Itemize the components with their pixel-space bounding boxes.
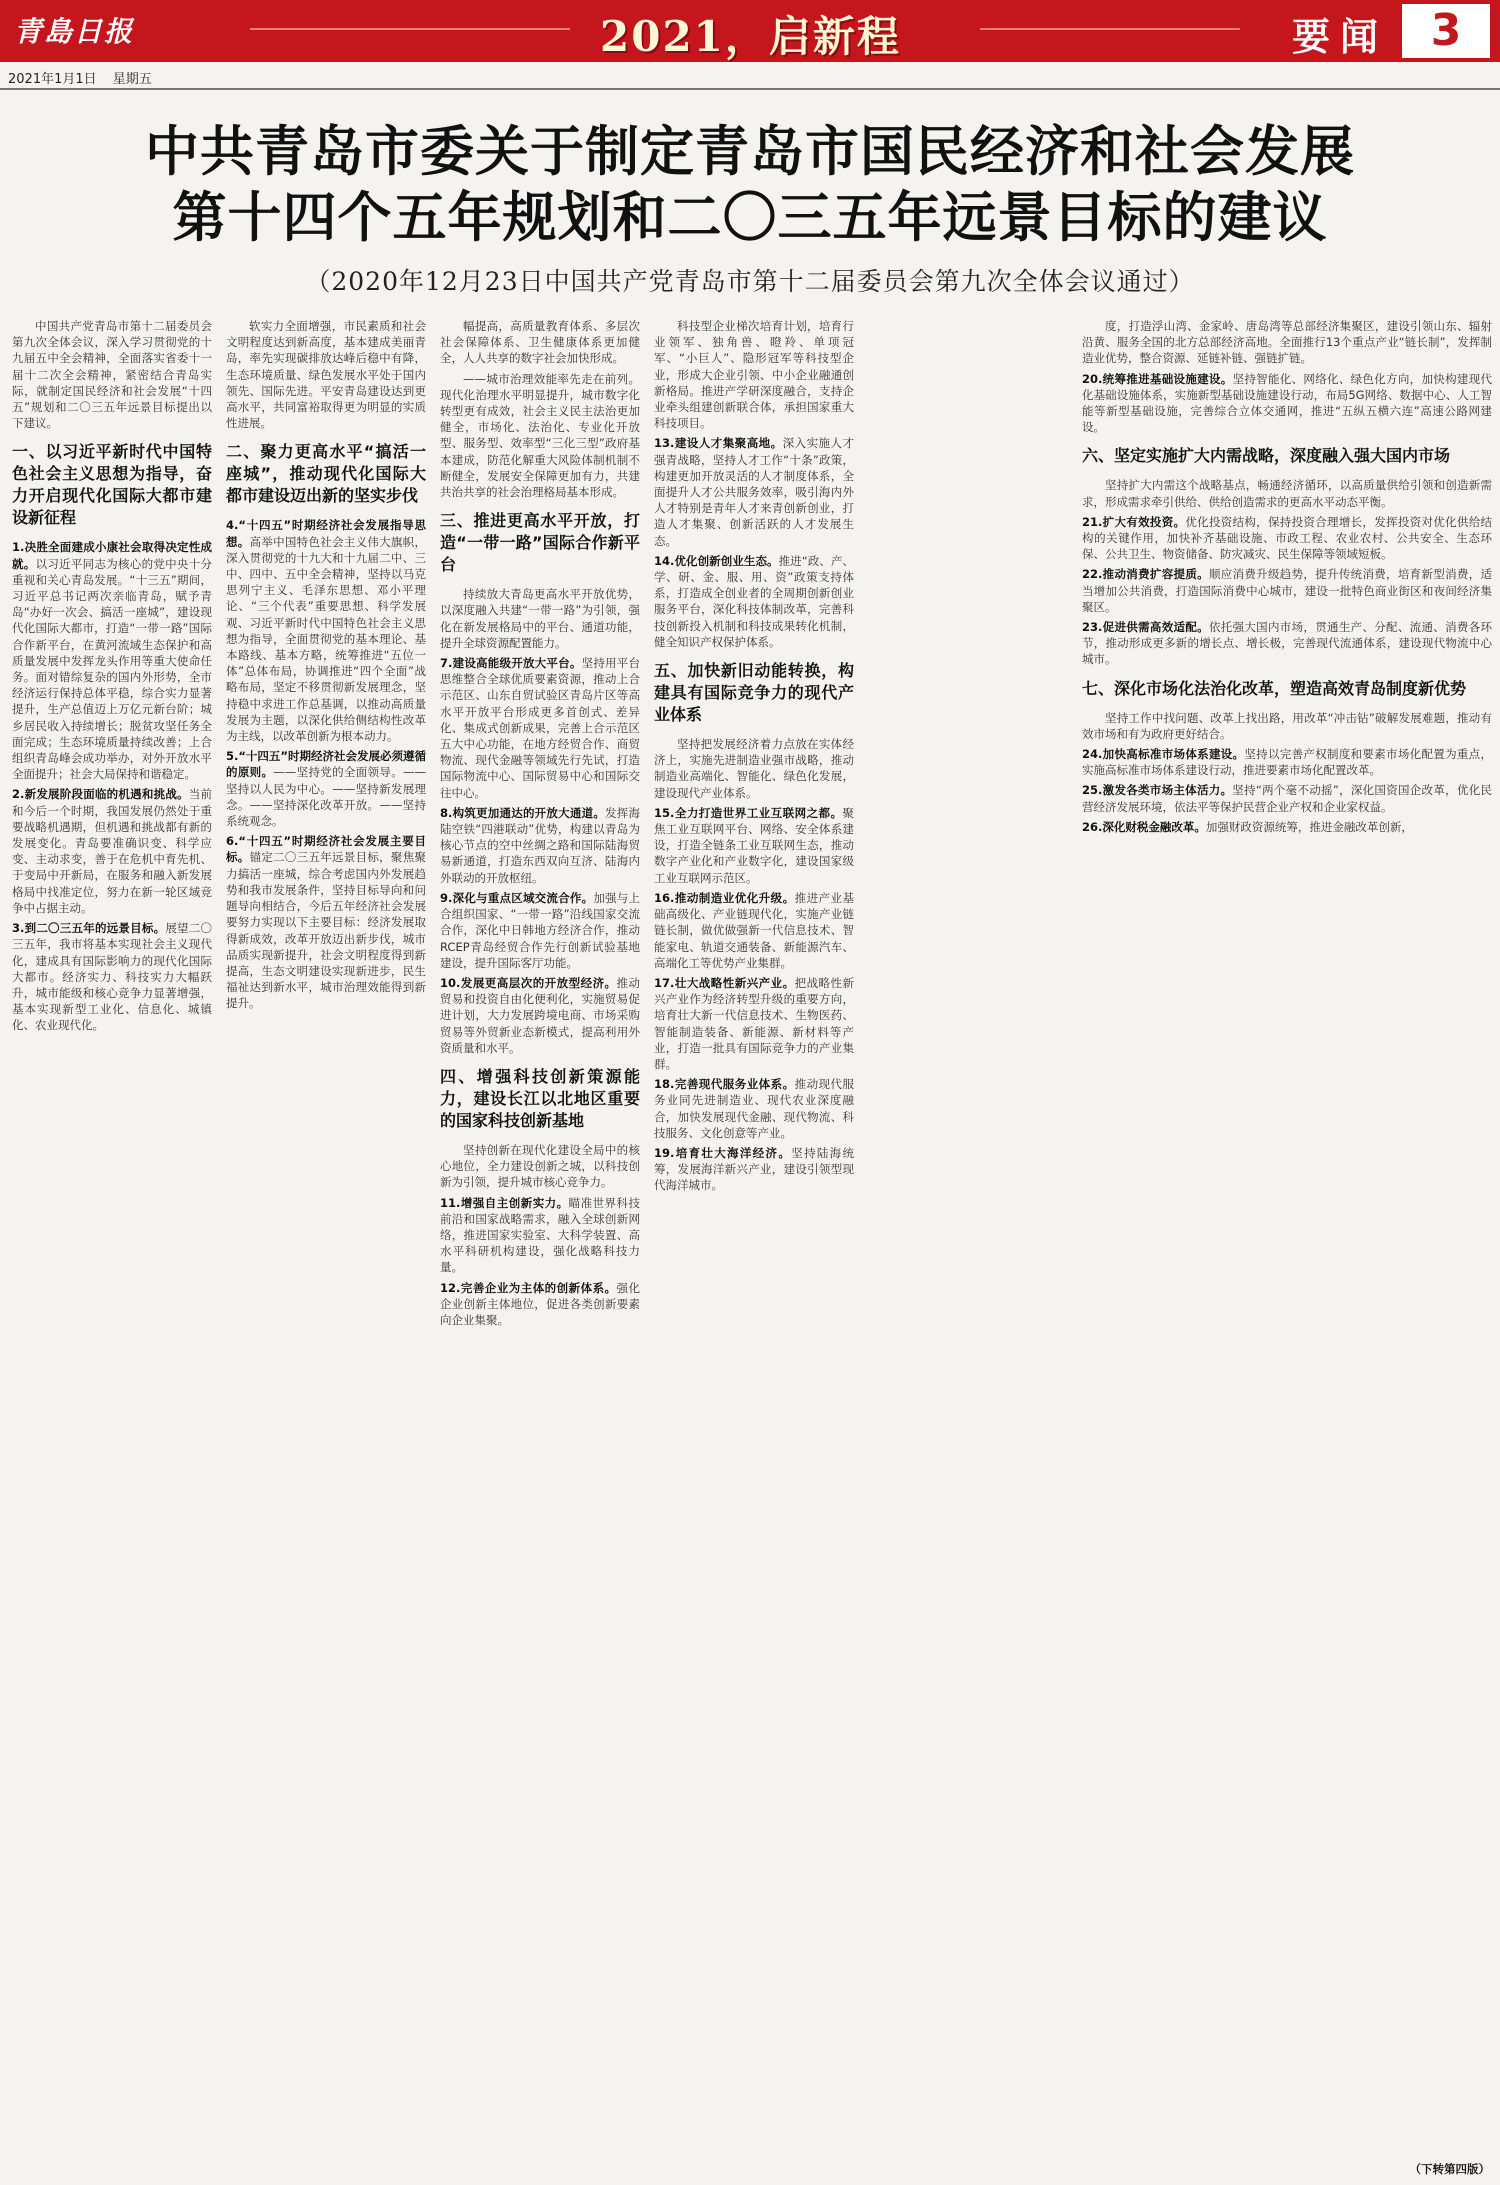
issue-weekday: 星期五 [112, 72, 152, 87]
item-text: 发挥海陆空铁“四港联动”优势，构建以青岛为核心节点的空中丝绸之路和国际陆海贸易新通道，打造东西双向互济、陆海内外联动的开放枢纽。 [440, 805, 640, 885]
item-text: 优化投资结构，保持投资合理增长，发挥投资对优化供给结构的关键作用，加快补齐基础设施、市政工程、农业农村、公共安全、生态环保、公共卫生、物资储备、防灾减灾、民生保障等领域短板。 [1082, 514, 1492, 562]
item-text: 加强与上合组织国家、“一带一路”沿线国家交流合作，深化中日韩地方经济合作，推动RCEP青岛经贸合作先行创新试验基地建设，提升国际客厅功能。 [440, 890, 640, 970]
item-text: ——坚持党的全面领导。——坚持以人民为中心。——坚持新发展理念。——坚持深化改革开放。——坚持系统观念。 [226, 765, 426, 829]
paragraph: 软实力全面增强，市民素质和社会文明程度达到新高度，基本建成美丽青岛，率先实现碳排放达峰后稳中有降，生态环境质量、绿色发展水平处于国内领先、国际先进。平安青岛建设达到更高水平，共同富裕取得更为明显的实质性进展。 [226, 319, 426, 431]
item-title: 22.推动消费扩容提质。 [1082, 567, 1209, 582]
item-title: 6.“十四五”时期经济社会发展主要目标。 [226, 834, 426, 865]
item-title: 12.完善企业为主体的创新体系。 [440, 1280, 617, 1295]
item-title: 20.统筹推进基础设施建设。 [1082, 371, 1233, 386]
item-title: 4.“十四五”时期经济社会发展指导思想。 [226, 518, 426, 549]
item-text: 强化企业创新主体地位，促进各类创新要素向企业集聚。 [440, 1280, 640, 1327]
item-text: 聚焦工业互联网平台、网络、安全体系建设，打造全链条工业互联网生态，推动数字产业化和产业数字化，建设国家级工业互联网示范区。 [654, 805, 854, 885]
item-text: 坚持“两个毫不动摇”，深化国资国企改革，优化民营经济发展环境，依法平等保护民营企业产权和企业家权益。 [1082, 783, 1492, 814]
article-column [226, 318, 426, 2168]
item-text: 坚持以完善产权制度和要素市场化配置为重点，实施高标准市场体系建设行动，推进要素市场化配置改革。 [1082, 747, 1492, 778]
paragraph: 坚持扩大内需这个战略基点，畅通经济循环，以高质量供给引领和创造新需求，形成需求牵引供给、供给创造需求的更高水平动态平衡。 [1082, 478, 1492, 509]
item-title: 8.构筑更加通达的开放大通道。 [440, 805, 606, 820]
item-title: 5.“十四五”时期经济社会发展必须遵循的原则。 [226, 749, 426, 780]
dateline [8, 68, 164, 87]
paragraph: 坚持工作中找问题、改革上找出路，用改革“冲击钻”破解发展难题，推动有效市场和有为政府更好结合。 [1082, 710, 1492, 741]
item-title: 1.决胜全面建成小康社会取得决定性成就。 [12, 540, 212, 571]
item-text: 把战略性新兴产业作为经济转型升级的重要方向，培育壮大新一代信息技术、生物医药、智能制造装备、新能源、新材料等产业，打造一批具有国际竞争力的产业集群。 [654, 975, 854, 1071]
item-title: 17.壮大战略性新兴产业。 [654, 975, 795, 990]
paragraph: ——城市治理效能率先走在前列。现代化治理水平明显提升，城市数字化转型更有成效，社会主义民主法治更加健全，市场化、法治化、专业化开放型、服务型、效率型“三化三型”政府基本建成，防范化解重大风险体制机制不断健全，发展安全保障更加有力，共建共治共享的社会治理格局基本形成。 [440, 371, 640, 500]
item-text: 依托强大国内市场，贯通生产、分配、流通、消费各环节，推动形成更多新的增长点、增长极，完善现代流通体系，建设现代物流中心城市。 [1082, 620, 1492, 667]
item-text: 以习近平同志为核心的党中央十分重视和关心青岛发展。“十三五”期间，习近平总书记两次亲临青岛，赋予青岛“办好一次会、搞活一座城”，建设现代化国际大都市，打造“一带一路”国际合作新平台，在黄河流域生态保护和高质量发展中发挥龙头作用等重大使命任务。面对错综复杂的国内外形势，全市经济运行保持总体平稳，综合实力显著提升，生产总值迈上万亿元新台阶；城乡居民收入持续增长；脱贫攻坚任务全面完成；生态环境质量持续改善；上合组织青岛峰会成功举办，对外开放水平全面提升；社会大局保持和谐稳定。 [12, 556, 212, 782]
item-title: 16.推动制造业优化升级。 [654, 890, 795, 905]
section-heading: 六、坚定实施扩大内需战略，深度融入强大国内市场 [1082, 446, 1451, 466]
item-text: 顺应消费升级趋势，提升传统消费，培育新型消费，适当增加公共消费，打造国际消费中心城市，建设一批特色商业街区和夜间经济集聚区。 [1082, 567, 1492, 614]
item-text: 瞄准世界科技前沿和国家战略需求，融入全球创新网络，推进国家实验室、大科学装置、高水平科研机构建设，强化战略科技力量。 [440, 1195, 640, 1275]
section-heading: 五、加快新旧动能转换，构建具有国际竞争力的现代产业体系 [654, 661, 854, 725]
item-title: 14.优化创新创业生态。 [654, 553, 779, 568]
item-title: 2.新发展阶段面临的机遇和挑战。 [12, 787, 189, 802]
paragraph: 度，打造浮山湾、金家岭、唐岛湾等总部经济集聚区，建设引领山东、辐射沿黄、服务全国的北方总部经济高地。全面推行13个重点产业“链长制”，发挥制造业优势，整合资源、延链补链、强链扩链。 [1082, 319, 1492, 366]
headline [0, 118, 1500, 250]
section-heading: 四、增强科技创新策源能力，建设长江以北地区重要的国家科技创新基地 [440, 1066, 640, 1130]
section-heading: 三、推进更高水平开放，打造“一带一路”国际合作新平台 [440, 511, 640, 575]
article-column [12, 318, 212, 2168]
masthead-band [0, 0, 1500, 62]
item-text: 锚定二〇三五年远景目标，聚焦聚力搞活一座城，综合考虑国内外发展趋势和我市发展条件，坚持目标导向和问题导向相结合，今后五年经济社会发展要努力实现以下主要目标：经济发展取得新成效，改革开放迈出新步伐，城市品质实现新提升，社会文明程度得到新提高，生态文明建设实现新进步，民生福祉达到新水平，城市治理效能得到新提升。 [226, 850, 426, 1011]
article-column [1082, 318, 1492, 2168]
item-title: 10.发展更高层次的开放型经济。 [440, 975, 617, 990]
item-text: 推进产业基础高级化、产业链现代化，实施产业链链长制，做优做强新一代信息技术、智能家电、轨道交通装备、新能源汽车、高端化工等优势产业集群。 [654, 890, 854, 970]
item-text: 高举中国特色社会主义伟大旗帜，深入贯彻党的十九大和十九届二中、三中、四中、五中全会精神，坚持以马克思列宁主义、毛泽东思想、邓小平理论、“三个代表”重要思想、科学发展观、习近平新时代中国特色社会主义思想为指导，全面贯彻党的基本理论、基本路线、基本方略，统筹推进“五位一体”总体布局，协调推进“四个全面”战略布局，坚定不移贯彻新发展理念，坚持稳中求进工作总基调，以推动高质量发展为主题，以深化供给侧结构性改革为主线，以改革创新为根本动力。 [226, 534, 426, 744]
item-text: 展望二〇三五年，我市将基本实现社会主义现代化，建成具有国际影响力的现代化国际大都市。经济实力、科技实力大幅跃升，城市能级和核心竞争力显著增强，基本实现新型工业化、信息化、城镇化、农业现代化。 [12, 921, 212, 1033]
section-heading: 七、深化市场化法治化改革，塑造高效青岛制度新优势 [1082, 678, 1467, 698]
item-text: 深入实施人才强青战略，坚持人才工作“十条”政策，构建更加开放灵活的人才制度体系，全面提升人才公共服务效率，吸引海内外人才特别是青年人才来青创新创业，打造人才集聚、创新活跃的人才发展生态。 [654, 436, 854, 548]
paragraph: 幅提高，高质量教育体系、多层次社会保障体系、卫生健康体系更加健全，人人共享的数字社会加快形成。 [440, 319, 640, 366]
article-column [440, 318, 640, 2168]
paragraph: 持续放大青岛更高水平开放优势，以深度融入共建“一带一路”为引领，强化在新发展格局中的平台、通道功能，提升全球资源配置能力。 [440, 587, 640, 650]
section-heading: 二、聚力更高水平“搞活一座城”，推动现代化国际大都市建设迈出新的坚实步伐 [226, 442, 426, 506]
item-text: 推动贸易和投资自由化便利化，实施贸易促进计划，大力发展跨境电商、市场采购贸易等外贸新业态新模式，提高利用外资质量和水平。 [440, 975, 640, 1055]
subheadline: （2020年12月23日中国共产党青岛市第十二届委员会第九次全体会议通过） [305, 267, 1195, 296]
newspaper-logo: 青島日报 [14, 15, 135, 48]
headline-line-1: 中共青岛市委关于制定青岛市国民经济和社会发展 [145, 119, 1355, 183]
item-text: 坚持陆海统筹，发展海洋新兴产业，建设引领型现代海洋城市。 [654, 1145, 854, 1193]
item-title: 19.培育壮大海洋经济。 [654, 1145, 792, 1160]
item-title: 26.深化财税金融改革。 [1082, 819, 1206, 834]
masthead-slogan: 2021，启新程 [600, 12, 901, 61]
section-heading: 一、以习近平新时代中国特色社会主义思想为指导，奋力开启现代化国际大都市建设新征程 [12, 442, 212, 528]
item-text: 坚持智能化、网络化、绿色化方向，加快构建现代化基础设施体系，实施新型基础设施建设行动，布局5G网络、数据中心、人工智能等新型基础设施，完善综合立体交通网，推进“五纵五横六连”高速公路网建设。 [1082, 371, 1492, 435]
paragraph: 坚持创新在现代化建设全局中的核心地位，全力建设创新之城，以科技创新为引领，提升城市核心竞争力。 [440, 1142, 640, 1190]
item-title: 24.加快高标准市场体系建设。 [1082, 747, 1245, 762]
page-number: 3 [1402, 4, 1490, 58]
item-title: 15.全力打造世界工业互联网之都。 [654, 805, 843, 820]
item-text: 坚持用平台思维整合全球优质要素资源，推动上合示范区、山东自贸试验区青岛片区等高水平开放平台形成更多首创式、差异化、集成式创新成果，完善上合示范区五大中心功能，在地方经贸合作、商贸物流、现代金融等领域先行先试，打造国际物流中心、国际贸易中心和国际交往中心。 [440, 656, 640, 800]
item-title: 18.完善现代服务业体系。 [654, 1077, 795, 1092]
item-text: 加强财政资源统筹，推进金融改革创新， [1205, 819, 1413, 834]
item-title: 11.增强自主创新实力。 [440, 1195, 569, 1210]
continued-notice: （下转第四版） [1409, 2162, 1490, 2176]
item-text: 推进“政、产、学、研、金、服、用、资”政策支持体系，打造成全创业者的全周期创新创业服务平台，深化科技体制改革，完善科技创新投入机制和科技成果转化机制，健全知识产权保护体系。 [654, 553, 854, 649]
paragraph: 中国共产党青岛市第十二届委员会第九次全体会议，深入学习贯彻党的十九届五中全会精神，全面落实省委十一届十二次全会精神，紧密结合青岛实际，就制定国民经济和社会发展“十四五”规划和二〇三五年远景目标提出以下建议。 [12, 319, 212, 431]
masthead-decoration [980, 28, 1240, 30]
item-text: 当前和今后一个时期，我国发展仍然处于重要战略机遇期，但机遇和挑战都有新的发展变化。青岛要准确识变、科学应变、主动求变，善于在危机中育先机、于变局中开新局，在服务和融入新发展格局中找准定位，努力在新一轮区域竞争中占据主动。 [12, 787, 212, 915]
item-title: 3.到二〇三五年的远景目标。 [12, 921, 166, 936]
item-title: 9.深化与重点区域交流合作。 [440, 890, 594, 905]
masthead-decoration [250, 28, 570, 30]
article-column [654, 318, 854, 2168]
headline-line-2: 第十四个五年规划和二〇三五年远景目标的建议 [172, 185, 1328, 249]
item-title: 23.促进供需高效适配。 [1082, 620, 1209, 635]
item-title: 25.激发各类市场主体活力。 [1082, 783, 1233, 798]
header-rule [0, 88, 1500, 90]
paragraph: 坚持把发展经济着力点放在实体经济上，实施先进制造业强市战略，推动制造业高端化、智能化、绿色化发展，建设现代产业体系。 [654, 737, 854, 800]
item-title: 7.建设高能级开放大平台。 [440, 656, 582, 671]
item-text: 推动现代服务业同先进制造业、现代农业深度融合，加快发展现代金融、现代物流、科技服务、文化创意等产业。 [654, 1077, 854, 1140]
paragraph: 科技型企业梯次培育计划，培育行业领军、独角兽、瞪羚、单项冠军、“小巨人”、隐形冠军等科技型企业，形成大企业引领、中小企业融通创新格局。推进产学研深度融合，支持企业牵头组建创新联合体，承担国家重大科技项目。 [654, 319, 854, 431]
section-name: 要闻 [1291, 14, 1388, 59]
issue-date: 2021年1月1日 [8, 72, 97, 87]
item-title: 21.扩大有效投资。 [1082, 514, 1186, 529]
item-title: 13.建设人才集聚高地。 [654, 436, 783, 451]
